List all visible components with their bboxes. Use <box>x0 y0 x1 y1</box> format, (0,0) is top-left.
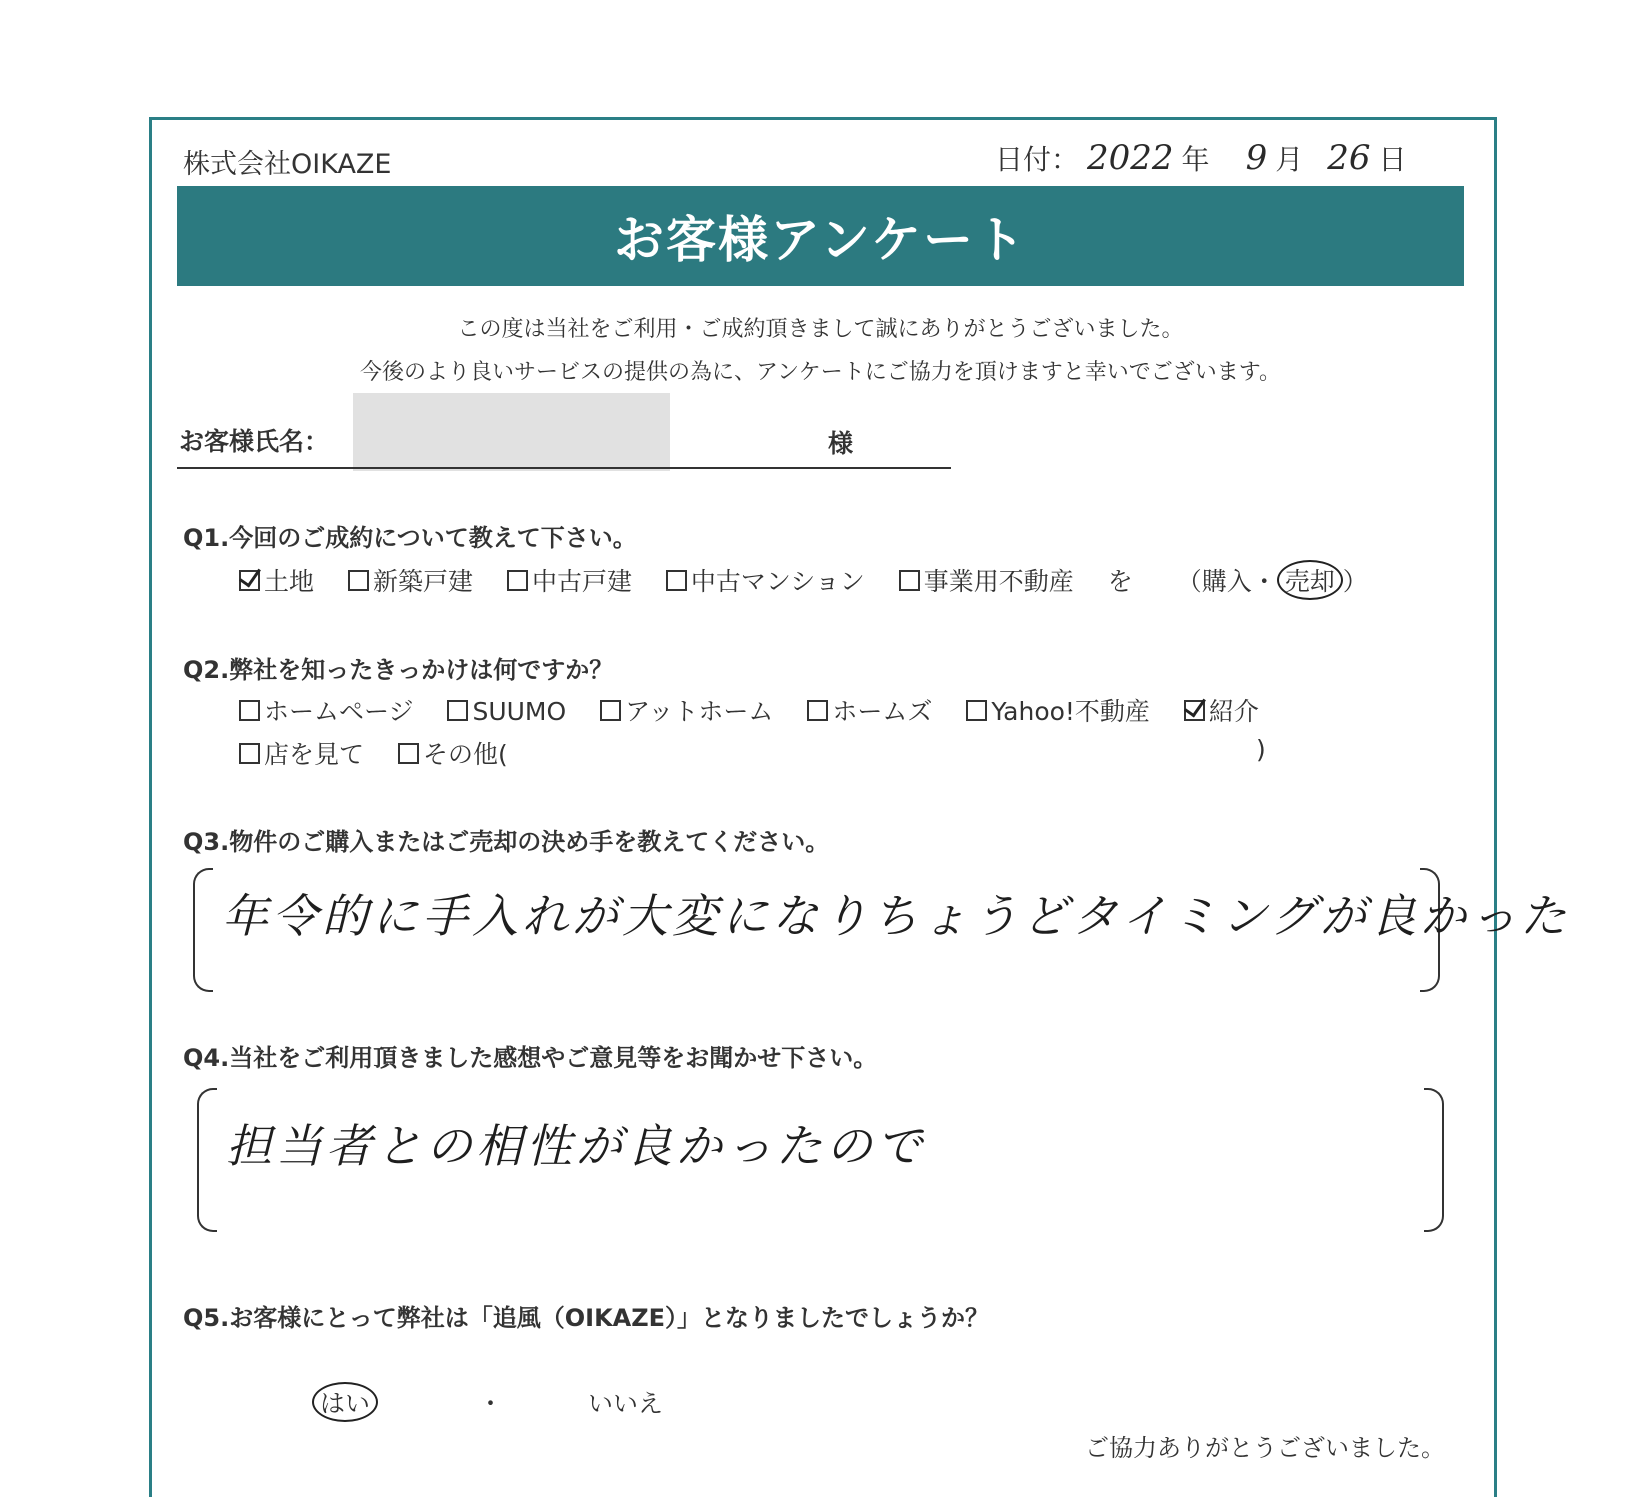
q5-question: Q5.お客様にとって弊社は「追風（OIKAZE）」となりましたでしょうか？ <box>183 1304 990 1332</box>
title-banner <box>177 186 1464 286</box>
checkbox-checked-icon[interactable] <box>239 570 260 591</box>
checkbox-icon[interactable] <box>966 700 987 721</box>
q4-answer[interactable]: 担当者との相性が良かったので <box>226 1119 926 1173</box>
q2-options-row-2 <box>239 735 508 771</box>
q1-option-business-property[interactable]: 事業用不動産 <box>899 567 1074 596</box>
checkbox-icon[interactable] <box>507 570 528 591</box>
q4-bracket-right <box>1424 1088 1444 1232</box>
q2-option-homepage[interactable]: ホームページ <box>239 697 414 726</box>
q1-question: Q1.今回のご成約について教えて下さい。 <box>183 524 637 552</box>
date-label: 日付： <box>995 143 1080 176</box>
customer-name-field-redacted[interactable] <box>353 393 670 471</box>
q2-other-close-paren: ) <box>1256 735 1266 764</box>
intro-line-2: 今後のより良いサービスの提供の為に、アンケートにご協力を頂けますと幸いでございます。 <box>360 360 1281 385</box>
checkbox-icon[interactable] <box>398 743 419 764</box>
page-title: お客様アンケート <box>614 211 1027 269</box>
q3-question: Q3.物件のご購入またはご売却の決め手を教えてください。 <box>183 828 830 856</box>
q3-answer[interactable]: 年令的に手入れが大変になりちょうどタイミングが良かった <box>222 889 1571 943</box>
q1-open-paren: （ <box>1176 567 1202 596</box>
q1-close-paren: ） <box>1342 567 1368 596</box>
date-year[interactable]: 2022 <box>1087 138 1174 178</box>
date-day-unit: 日 <box>1378 143 1407 176</box>
date-day[interactable]: 26 <box>1327 138 1371 178</box>
q2-question: Q2.弊社を知ったきっかけは何ですか？ <box>183 656 614 684</box>
company-name: 株式会社OIKAZE <box>183 149 392 180</box>
q2-option-saw-store[interactable]: 店を見て <box>239 740 364 769</box>
checkbox-icon[interactable] <box>666 570 687 591</box>
checkbox-icon[interactable] <box>899 570 920 591</box>
q2-option-yahoo[interactable]: Yahoo!不動産 <box>966 697 1150 726</box>
date-month-unit: 月 <box>1275 143 1304 176</box>
thank-you-message: ご協力ありがとうございました。 <box>1085 1434 1445 1462</box>
date-month[interactable]: 9 <box>1245 138 1268 178</box>
q2-option-homes[interactable]: ホームズ <box>807 697 932 726</box>
checkbox-icon[interactable] <box>348 570 369 591</box>
q2-options-row-1 <box>239 692 1259 728</box>
q1-option-new-house[interactable]: 新築戸建 <box>348 567 473 596</box>
q5-option-no[interactable]: いいえ <box>588 1389 664 1418</box>
q2-option-referral[interactable]: 紹介 <box>1184 697 1259 726</box>
q2-option-suumo[interactable]: SUUMO <box>447 697 566 726</box>
q1-option-used-condo[interactable]: 中古マンション <box>666 567 865 596</box>
q1-particle: を <box>1107 567 1133 596</box>
customer-honorific: 様 <box>828 429 854 458</box>
checkbox-checked-icon[interactable] <box>1184 700 1205 721</box>
q5-separator: ・ <box>478 1389 504 1418</box>
customer-name-label: お客様氏名： <box>179 427 330 456</box>
checkbox-icon[interactable] <box>600 700 621 721</box>
q1-option-buy[interactable]: 購入 <box>1201 567 1252 596</box>
q1-separator: ・ <box>1251 567 1277 596</box>
q1-option-sell-circled[interactable]: 売却 <box>1277 560 1343 600</box>
q2-option-other[interactable]: その他( <box>398 740 508 769</box>
q3-bracket-left <box>193 868 213 992</box>
checkbox-icon[interactable] <box>239 743 260 764</box>
customer-name-underline <box>177 467 951 469</box>
q5-option-yes-circled[interactable]: はい <box>312 1382 378 1422</box>
intro-line-1: この度は当社をご利用・ご成約頂きまして誠にありがとうございました。 <box>457 317 1184 342</box>
checkbox-icon[interactable] <box>447 700 468 721</box>
q4-bracket-left <box>197 1088 217 1232</box>
q1-option-land[interactable]: 土地 <box>239 567 314 596</box>
checkbox-icon[interactable] <box>807 700 828 721</box>
date-year-unit: 年 <box>1181 143 1210 176</box>
q4-question: Q4.当社をご利用頂きました感想やご意見等をお聞かせ下さい。 <box>183 1044 878 1072</box>
q2-option-athome[interactable]: アットホーム <box>600 697 773 726</box>
q1-option-used-house[interactable]: 中古戸建 <box>507 567 632 596</box>
checkbox-icon[interactable] <box>239 700 260 721</box>
q1-options-row <box>239 560 1368 600</box>
date-field <box>995 138 1407 178</box>
